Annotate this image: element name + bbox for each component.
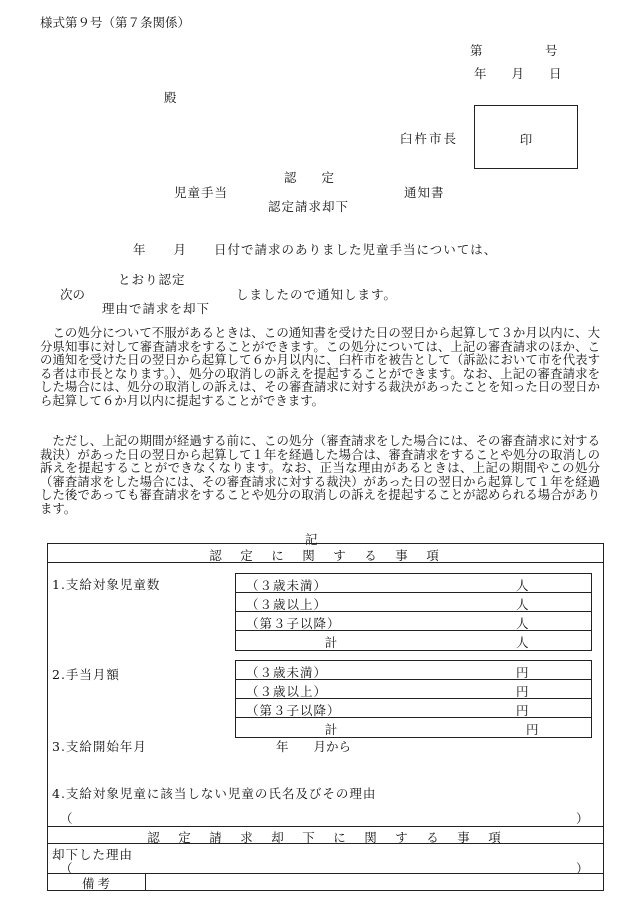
details-table: [47, 543, 604, 891]
section-certify-title: 認 定 に 関 す る 事 項: [209, 548, 442, 563]
form-id: 様式第９号（第７条関係）: [40, 15, 191, 30]
seal-label: 印: [519, 132, 533, 147]
paren-open: （: [60, 811, 73, 826]
body-tail: しましたので通知します。: [236, 287, 398, 302]
title-option-certify: 認 定: [284, 170, 335, 185]
addressee: 殿: [164, 90, 177, 105]
table-row: （３歳未満） 人: [236, 574, 591, 593]
item-ineligible-children: 4.支給対象児童に該当しない児童の氏名及びその理由: [52, 786, 377, 801]
ki-label: 記: [305, 532, 318, 547]
document-date: 年 月 日: [474, 66, 562, 81]
start-month-value: 年 月から: [276, 739, 352, 754]
appeal-paragraph-2: ただし、上記の期間が経過する前に、この処分（審査請求をした場合には、その審査請求に対する裁決）があった日の翌日から起算して１年を経過した場合は、審査請求をすることや処分の取消しの訴えを提起することができなくなります。なお、正当な理由があるときは、上記の期間やこの処分（審査請求をした場合には、その審査請求に対する裁決）があった日の翌日から起算して１年を経過した後であっても審査請求をすることや処分の取消しの訴えを提起することが認められる場合があります。: [40, 433, 600, 516]
appeal-paragraph-1: この処分について不服があるときは、この通知書を受けた日の翌日から起算して３か月以内に、大分県知事に対して審査請求をすることができます。この処分については、上記の審査請求のほか、この通知を受けた日の翌日から起算して６か月以内に、臼杵市を被告として（訴訟において市を代表する者は市長となります。）、処分の取消しの訴えを提起することができます。なお、上記の審査請求をした場合には、処分の取消しの訴えは、その審査請求に対する裁決があったことを知った日の翌日から起算して６か月以内に提起することができます。: [40, 325, 600, 408]
reject-paren-close: ）: [576, 861, 589, 876]
body-next: 次の: [60, 287, 86, 302]
item-children-count: 1.支給対象児童数: [52, 577, 161, 592]
remarks-label: 備考: [82, 876, 114, 891]
section-reject-title: 認 定 請 求 却 下 に 関 す る 事 項: [147, 830, 504, 845]
body-line1: 年 月 日付で請求のありました児童手当については、: [133, 242, 498, 257]
title-prefix: 児童手当: [174, 185, 229, 200]
table-row: 計 円: [324, 722, 539, 737]
seal-box: [474, 105, 578, 169]
table-row: （３歳以上） 人: [236, 593, 591, 612]
title-suffix: 通知書: [404, 185, 445, 200]
paren-close: ）: [576, 811, 589, 826]
table-row: （３歳以上） 円: [236, 680, 591, 699]
table-row: （第３子以降） 円: [236, 699, 591, 718]
body-option-certify: とおり認定: [118, 272, 186, 287]
body-option-reject: 理由で請求を却下: [102, 301, 211, 316]
item-monthly-amount: 2.手当月額: [52, 667, 120, 682]
table-row: （第３子以降） 人: [236, 612, 591, 631]
children-count-table: [235, 573, 592, 651]
monthly-amount-table: [235, 660, 592, 738]
title-option-reject: 認定請求却下: [268, 199, 350, 214]
issuer: 臼杵市長: [400, 131, 459, 146]
table-row: （３歳未満） 円: [236, 661, 591, 680]
document-number: 第 号: [470, 43, 558, 58]
reject-reason-label: 却下した理由: [52, 847, 134, 862]
table-row: 計 人: [324, 635, 529, 650]
reject-paren-open: （: [60, 861, 73, 876]
item-start-month: 3.支給開始年月: [52, 739, 147, 754]
